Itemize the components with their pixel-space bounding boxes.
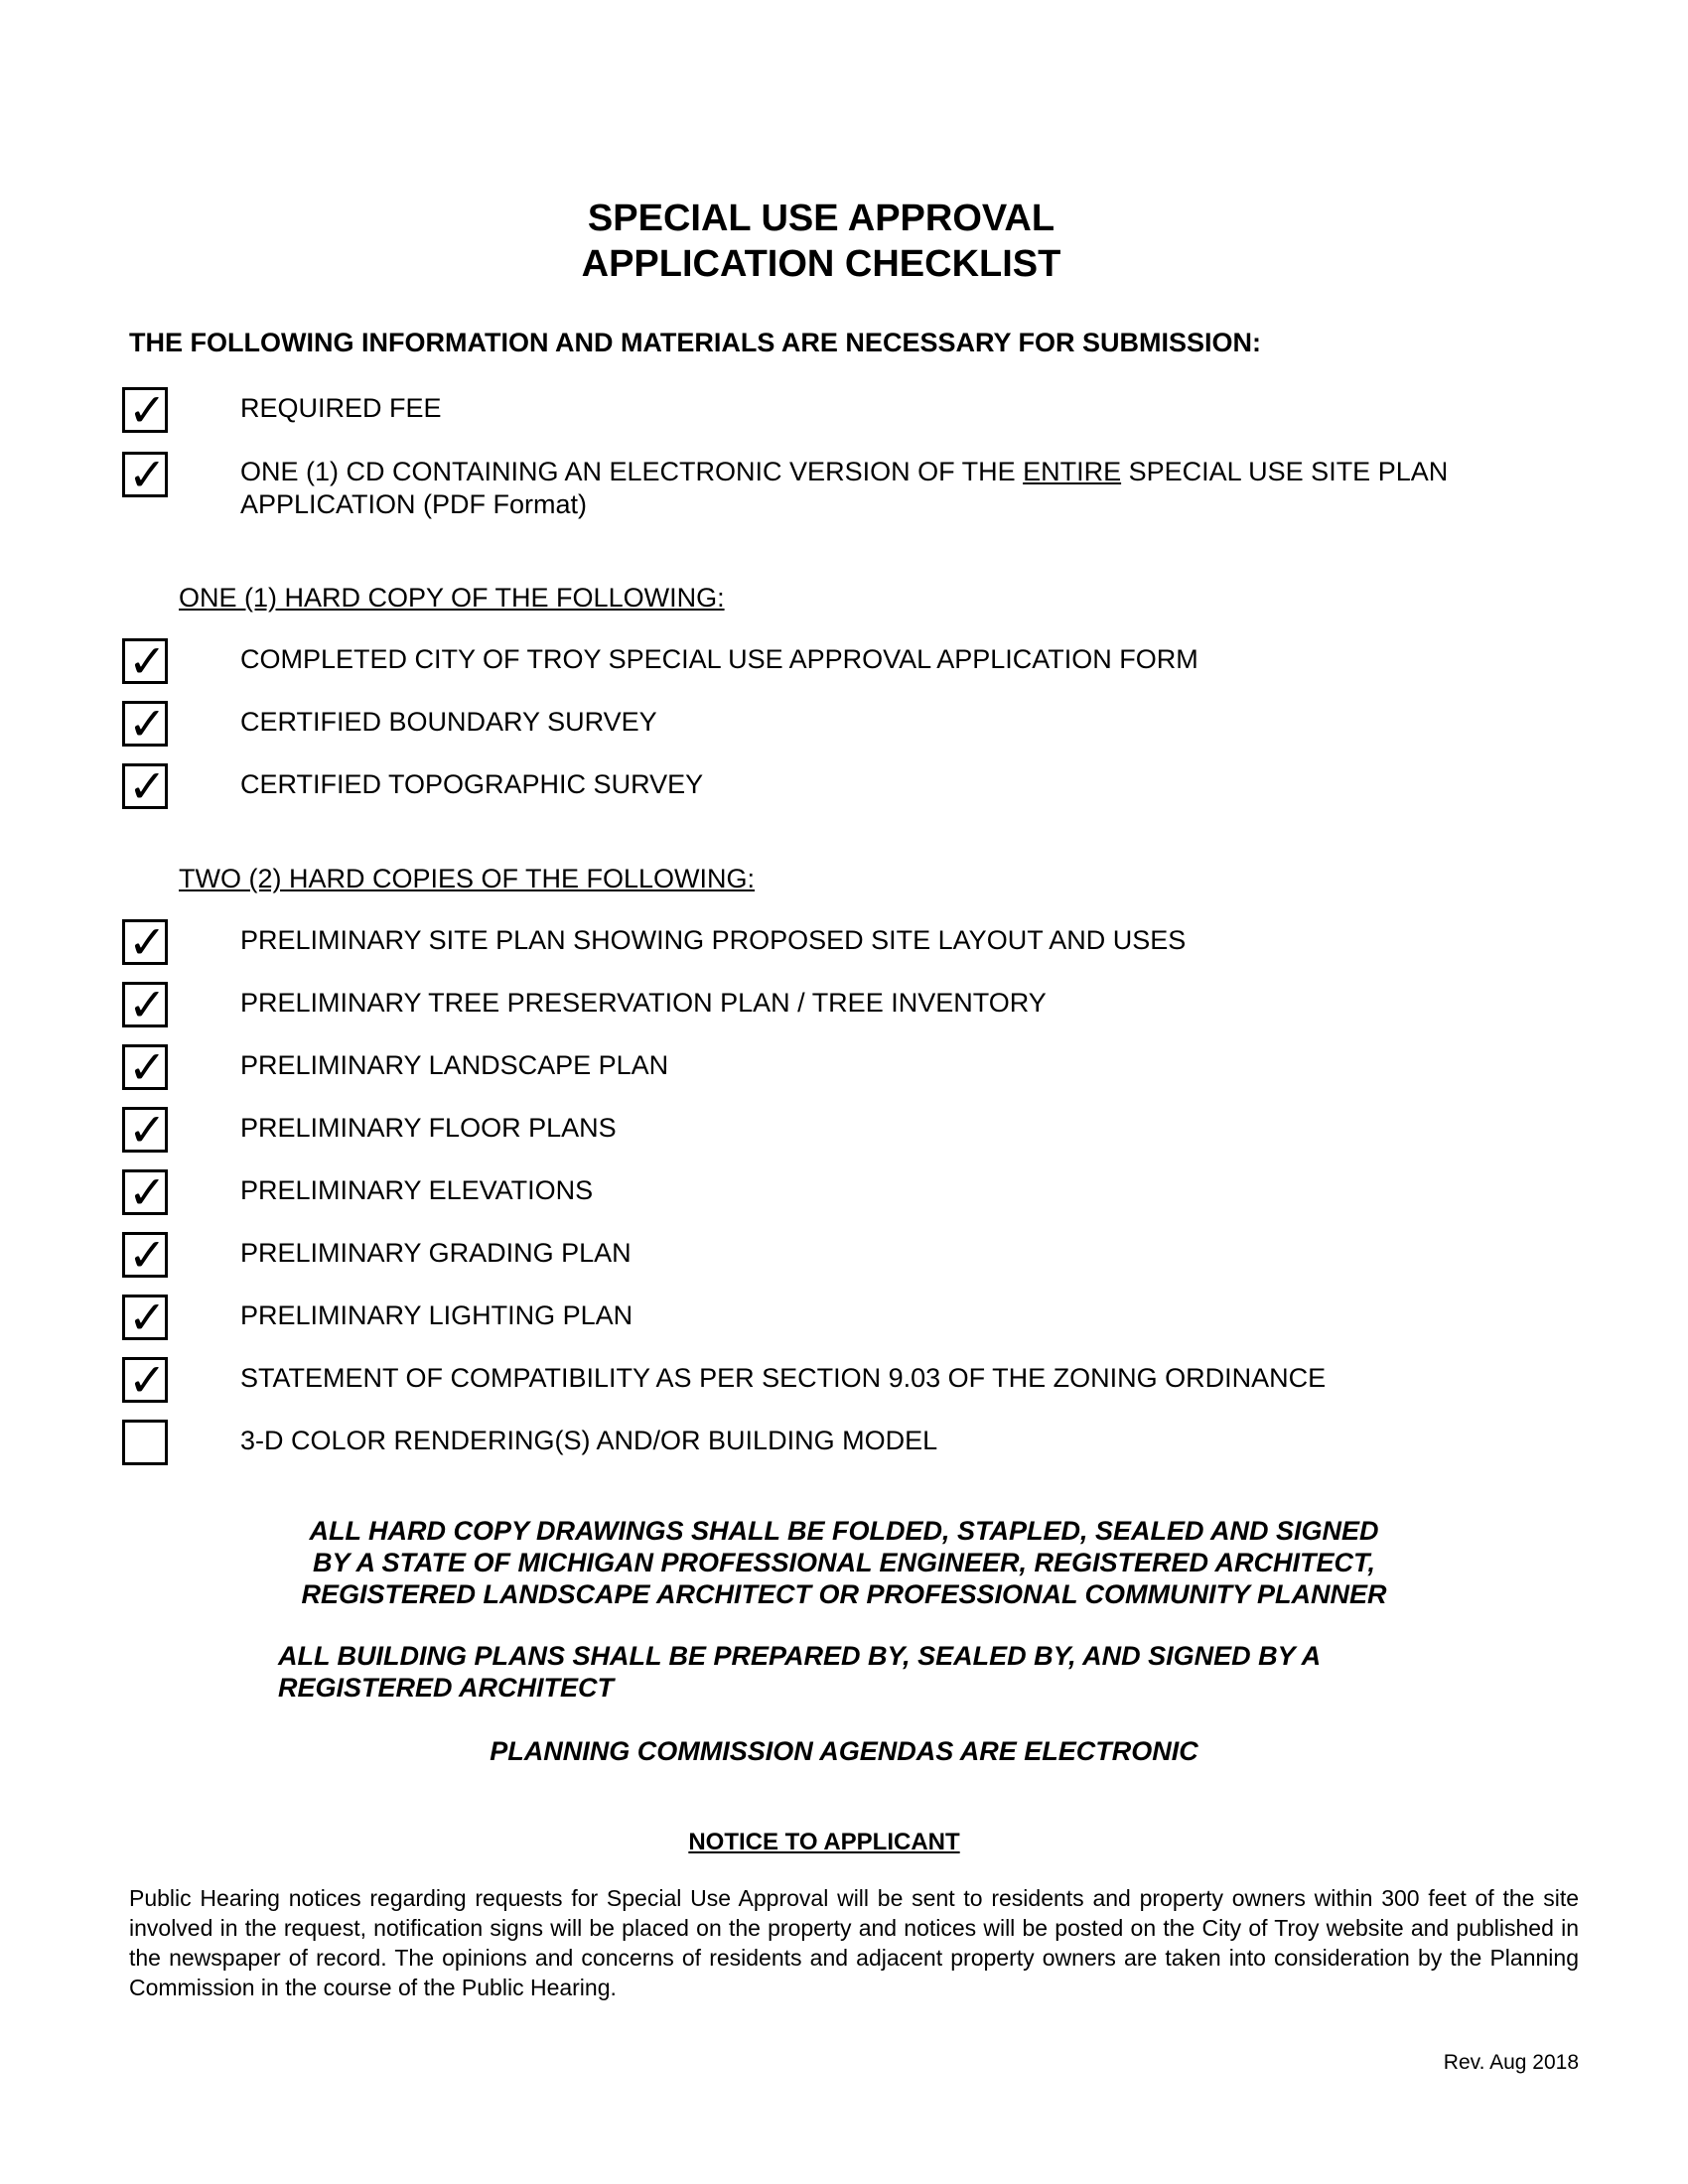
checkmark-icon: ✓ (128, 978, 167, 1031)
checkbox-color-rendering[interactable] (122, 1420, 168, 1465)
checkbox-topographic-survey[interactable] (122, 759, 168, 813)
section-one-heading: ONE (1) HARD COPY OF THE FOLLOWING: (179, 583, 725, 613)
checkmark-icon: ✓ (128, 1291, 167, 1344)
checkbox-cd-electronic[interactable] (122, 448, 168, 501)
notice-drawings-line-1: ALL HARD COPY DRAWINGS SHALL BE FOLDED, STAPLED, SEALED AND SIGNED (309, 1516, 1379, 1546)
item-application-form: COMPLETED CITY OF TROY SPECIAL USE APPROVAL APPLICATION FORM (240, 644, 1198, 674)
intro-heading: THE FOLLOWING INFORMATION AND MATERIALS ARE NECESSARY FOR SUBMISSION: (129, 328, 1261, 357)
item-cd-text-after: SPECIAL USE SITE PLAN APPLICATION (PDF Format) (240, 457, 1449, 519)
checkbox-landscape-plan[interactable] (122, 1040, 168, 1094)
item-tree-preservation: PRELIMINARY TREE PRESERVATION PLAN / TREE INVENTORY (240, 988, 1047, 1018)
checkmark-icon: ✓ (128, 915, 167, 969)
checkmark-icon: ✓ (128, 1353, 167, 1407)
title-line-1: SPECIAL USE APPROVAL (587, 198, 1055, 239)
notice-agendas: PLANNING COMMISSION AGENDAS ARE ELECTRONIC (490, 1736, 1198, 1766)
checkmark-icon: ✓ (128, 1040, 167, 1094)
checkbox-grading-plan[interactable] (122, 1228, 168, 1282)
item-elevations: PRELIMINARY ELEVATIONS (240, 1175, 594, 1205)
notice-drawings-line-3: REGISTERED LANDSCAPE ARCHITECT OR PROFESSIONAL COMMUNITY PLANNER (301, 1579, 1387, 1609)
checkbox-floor-plans[interactable] (122, 1103, 168, 1157)
checkmark-icon: ✓ (128, 1103, 167, 1157)
notice-paragraph: Public Hearing notices regarding requests for Special Use Approval will be sent to residents and property owners within 300 feet of the site involved in the request, notification signs will be placed on the property and notices will be posted on the City of Troy website and published in the newspaper of record. The opinions and concerns of residents and adjacent property owners are taken into consideration by the Planning Commission in the course of the Public Hearing. (129, 1885, 1579, 2000)
checkmark-icon: ✓ (128, 1228, 167, 1282)
notice-to-applicant-heading: NOTICE TO APPLICANT (688, 1829, 960, 1855)
item-color-rendering: 3-D COLOR RENDERING(S) AND/OR BUILDING MODEL (240, 1426, 938, 1455)
item-compatibility-statement: STATEMENT OF COMPATIBILITY AS PER SECTION 9.03 OF THE ZONING ORDINANCE (240, 1363, 1327, 1393)
checkbox-elevations[interactable] (122, 1165, 168, 1219)
notice-building-line-2: REGISTERED ARCHITECT (278, 1673, 615, 1703)
title-line-2: APPLICATION CHECKLIST (581, 243, 1061, 285)
checkmark-icon: ✓ (128, 448, 167, 501)
checkbox-application-form[interactable] (122, 634, 168, 688)
item-cd-text-before: ONE (1) CD CONTAINING AN ELECTRONIC VERSION OF THE (240, 457, 1024, 486)
checkbox-boundary-survey[interactable] (122, 697, 168, 751)
checkmark-icon: ✓ (128, 634, 167, 688)
item-landscape-plan: PRELIMINARY LANDSCAPE PLAN (240, 1050, 669, 1080)
notice-building-line-1: ALL BUILDING PLANS SHALL BE PREPARED BY, SEALED BY, AND SIGNED BY A (278, 1641, 1322, 1671)
checkbox-compatibility-statement[interactable] (122, 1353, 168, 1407)
section-two-heading: TWO (2) HARD COPIES OF THE FOLLOWING: (179, 864, 756, 893)
item-boundary-survey: CERTIFIED BOUNDARY SURVEY (240, 707, 657, 737)
checkmark-icon: ✓ (128, 759, 167, 813)
item-floor-plans: PRELIMINARY FLOOR PLANS (240, 1113, 617, 1143)
revision-date: Rev. Aug 2018 (1443, 2051, 1579, 2074)
checkbox-tree-preservation[interactable] (122, 978, 168, 1031)
item-site-plan: PRELIMINARY SITE PLAN SHOWING PROPOSED SITE LAYOUT AND USES (240, 925, 1187, 955)
checkmark-icon: ✓ (128, 383, 167, 437)
item-cd-electronic (240, 456, 1531, 521)
checkbox-site-plan[interactable] (122, 915, 168, 969)
checkmark-icon: ✓ (128, 1165, 167, 1219)
item-grading-plan: PRELIMINARY GRADING PLAN (240, 1238, 632, 1268)
item-lighting-plan: PRELIMINARY LIGHTING PLAN (240, 1300, 633, 1330)
item-cd-text-underlined: ENTIRE (1023, 457, 1122, 486)
checkbox-lighting-plan[interactable] (122, 1291, 168, 1344)
checkbox-required-fee[interactable] (122, 383, 168, 437)
item-required-fee: REQUIRED FEE (240, 393, 442, 423)
item-topographic-survey: CERTIFIED TOPOGRAPHIC SURVEY (240, 769, 704, 799)
notice-drawings-line-2: BY A STATE OF MICHIGAN PROFESSIONAL ENGINEER, REGISTERED ARCHITECT, (312, 1548, 1376, 1577)
checkmark-icon: ✓ (128, 697, 167, 751)
